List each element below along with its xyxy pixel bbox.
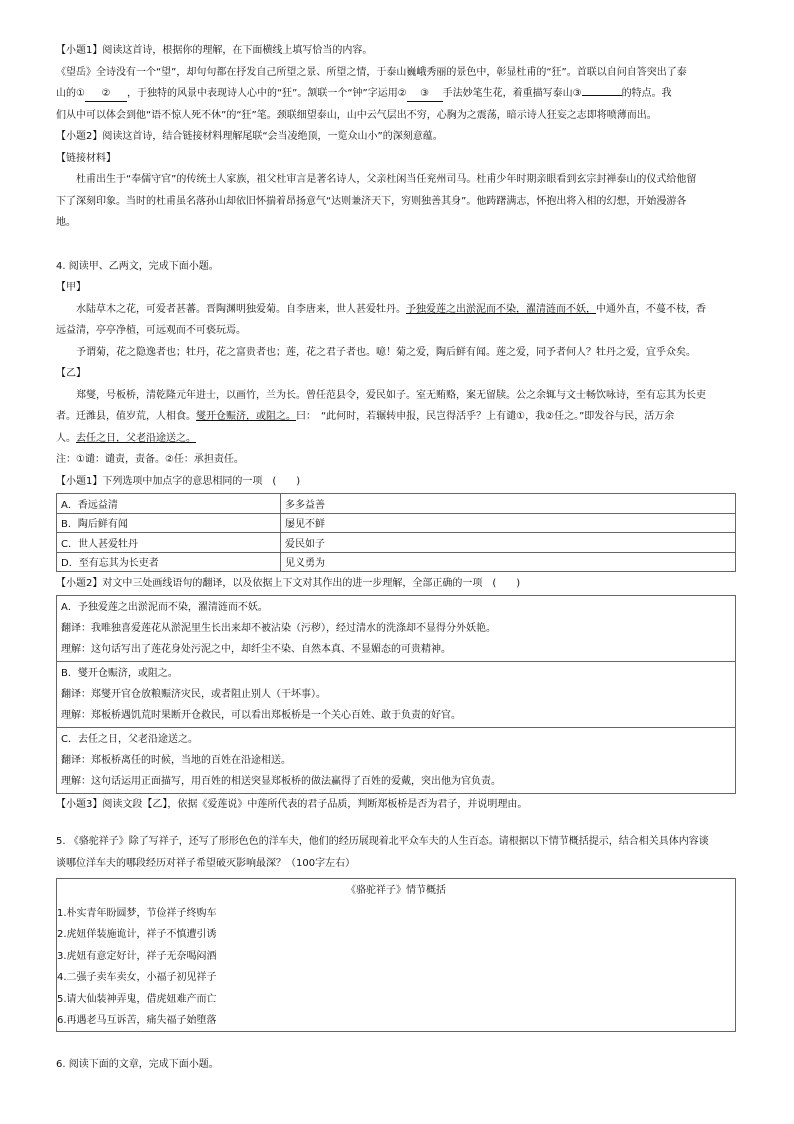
q4-jia-p2: 予谓菊，花之隐逸者也；牡丹，花之富贵者也；莲，花之君子者也。噫！菊之爱，陶后鲜有闻。莲之爱，同予者何人？牡丹之爱，宜乎众矣。 — [76, 346, 696, 358]
q3-para-line3: 们从中可以体会到他“语不惊人死不休”的“狂”笔。颈联细望泰山，山中云气层出不穷，心胸为之震荡，暗示诗人狂妄之志即将喷薄而出。 — [56, 109, 657, 121]
option-a-left: A．香远益清 — [57, 494, 281, 514]
exam-page — [56, 40, 738, 1076]
q3-text-c: 手法妙笔生花，着重描写泰山③ — [442, 88, 582, 99]
choice-b-understanding: 理解：郑板桥遇饥荒时果断开仓救民，可以看出郑板桥是一个关心百姓、敢于负责的好官。 — [61, 709, 461, 721]
q4-yi-line1: 郑燮，号板桥，清乾隆元年进士，以画竹，兰为长。曾任范县令，爱民如子。室无贿赂，案无留牍。公之余辄与文士畅饮咏诗，至有忘其为长吏 — [76, 389, 706, 401]
q4-sub2 — [56, 573, 738, 595]
yi-underlined-sentence-2: 去任之日，父老沿途送之。 — [76, 432, 196, 444]
q5-line1: 5. 《骆驼祥子》除了写祥子，还写了形形色色的洋车夫，他们的经历展现着北平众车夫的人生百态。请根据以下情节概括提示，结合相关具体内容谈 — [56, 836, 709, 847]
q4-title: 4. 阅读甲、乙两文，完成下面小题。 — [56, 260, 219, 272]
q3-text-b: ，于独特的风景中表现诗人心中的“狂”。颔联一个“钟”字运用② — [126, 88, 407, 99]
plot-summary-table — [56, 878, 736, 1032]
option-row[interactable] — [57, 513, 736, 533]
option-a-right: 多多益善 — [281, 494, 736, 514]
option-b-right: 屡见不鲜 — [281, 513, 736, 533]
q4-sub2-choices — [56, 595, 736, 794]
q3-text-d: 的特点。我 — [621, 88, 672, 99]
q4-yi-label: 【乙】 — [56, 368, 86, 379]
q3-sub2-label: 【小题2】 — [56, 131, 103, 142]
q6-title: 6. 阅读下面的文章，完成下面小题。 — [56, 1059, 219, 1071]
plot-item: 6.再遇老马互诉苦，痛失福子始堕落 — [57, 1015, 217, 1027]
q3-sub1-label: 【小题1】 — [56, 45, 103, 56]
plot-item: 3.虎妞有意定好计，祥子无奈喝闷酒 — [57, 950, 217, 962]
option-c-left: C．世人甚爱牡丹 — [57, 533, 281, 553]
q4-sub1-options-table — [56, 493, 736, 572]
link-material-line3: 地。 — [56, 217, 76, 228]
q4-jia-p1-line2: 远益清，亭亭净植，可远观而不可亵玩焉。 — [56, 325, 246, 336]
q3-sub1-text: 阅读这首诗，根据你的理解，在下面横线上填写恰当的内容。 — [102, 45, 373, 56]
plot-item: 2.虎妞佯装施诡计，祥子不慎遭引诱 — [57, 929, 217, 941]
answer-blank-2[interactable]: ③ — [407, 87, 443, 102]
answer-blank-3[interactable] — [582, 95, 622, 96]
choice-c-head: C．去任之日，父老沿途送之。 — [61, 733, 198, 745]
yi-underlined-sentence-1: 燮开仓赈济，或阻之。 — [196, 411, 296, 422]
q4-sub1-text: 下列选项中加点字的意思相同的一项 ( ) — [102, 475, 301, 487]
option-row[interactable] — [57, 533, 736, 553]
q5-line2: 谈哪位洋车夫的哪段经历对祥子希望破灭影响最深？（100字左右） — [56, 857, 356, 869]
q3-sub2 — [56, 126, 738, 148]
jia-text-b: 中通外直，不蔓不枝，香 — [596, 303, 706, 315]
option-b-left: B．陶后鲜有闻 — [57, 513, 281, 533]
q4-note: 注：①谴：谴责，责备。②任：承担责任。 — [56, 454, 244, 465]
choice-b[interactable] — [57, 662, 735, 728]
option-d-left: D．至有忘其为长吏者 — [57, 552, 281, 572]
plot-item: 4.二强子卖车卖女，小福子初见祥子 — [57, 972, 217, 984]
q3-para-line1: 《望岳》全诗没有一个“望”，却句句都在抒发自己所望之景、所望之情，于泰山巍峨秀丽的景色中，彰显杜甫的“狂”。首联以自问自答突出了泰 — [56, 66, 687, 78]
q4-jia-p1 — [56, 299, 738, 321]
q4-sub1 — [56, 471, 738, 493]
q3-sub2-text: 阅读这首诗，结合链接材料理解尾联“会当凌绝顶，一览众山小”的深刻意蕴。 — [102, 131, 443, 142]
q4-sub2-label: 【小题2】 — [56, 578, 103, 589]
link-material-line1: 杜甫出生于“奉儒守官”的传统士人家族，祖父杜审言是著名诗人，父亲杜闲当任兖州司马。杜甫少年时期亲眼看到玄宗封禅泰山的仪式给他留 — [76, 174, 697, 185]
yi-text-c: 人。 — [56, 432, 76, 444]
q4-yi-line2 — [56, 406, 738, 428]
q4-sub3-label: 【小题3】 — [56, 798, 103, 810]
answer-blank-1[interactable]: ② — [85, 87, 127, 102]
plot-item: 1.朴实青年盼圆梦，节俭祥子终购车 — [57, 908, 217, 919]
plot-item: 5.请大仙装神弄鬼，借虎妞难产而亡 — [57, 993, 217, 1005]
q3-sub1 — [56, 40, 738, 62]
option-row[interactable] — [57, 494, 736, 514]
choice-b-head: B．燮开仓赈济，或阻之。 — [61, 667, 178, 679]
yi-text-a: 者。迁潍县，值岁荒，人相食。 — [56, 411, 196, 422]
q4-sub1-label: 【小题1】 — [56, 475, 103, 487]
q4-sub2-text: 对文中三处画线语句的翻译，以及依据上下文对其作出的进一步理解，全部正确的一项 ( ) — [102, 578, 521, 589]
choice-b-translation: 翻译：郑燮开官仓放粮赈济灾民，或者阻止别人（干坏事）。 — [61, 688, 326, 700]
link-material-line2: 下了深刻印象。当时的杜甫虽名落孙山却依旧怀揣着昂扬意气“达则兼济天下，穷则独善其身”。他踌躇满志，怀抱出将入相的幻想，开始漫游各 — [56, 195, 687, 207]
choice-a-head: A．予独爱莲之出淤泥而不染，濯清涟而不妖。 — [61, 601, 268, 613]
jia-underlined-sentence: 予独爱莲之出淤泥而不染，濯清涟而不妖， — [406, 303, 596, 315]
plot-table-title: 《骆驼祥子》情节概括 — [346, 885, 446, 896]
q3-text-a: 山的① — [56, 88, 85, 99]
jia-text-a: 水陆草木之花，可爱者甚蕃。晋陶渊明独爱菊。自李唐来，世人甚爱牡丹。 — [76, 303, 406, 315]
choice-a-understanding: 理解：这句话写出了莲花身处污泥之中，却纤尘不染、自然本真、不显媚态的可贵精神。 — [61, 643, 451, 655]
option-c-right: 爱民如子 — [281, 533, 736, 553]
q4-yi-line3 — [56, 428, 738, 450]
choice-a-translation: 翻译：我唯独喜爱莲花从淤泥里生长出来却不被沾染（污秽），经过清水的洗涤却不显得分外妖艳。 — [61, 622, 496, 634]
option-d-right: 见义勇为 — [281, 552, 736, 572]
q3-para-line2 — [56, 83, 738, 105]
q4-sub3-text: 阅读文段【乙】，依据《爱莲说》中莲所代表的君子品质，判断郑板桥是否为君子，并说明理由。 — [102, 798, 528, 810]
q4-jia-label: 【甲】 — [56, 282, 86, 293]
q4-sub3 — [56, 794, 738, 816]
link-material-title: 【链接材料】 — [56, 152, 116, 164]
choice-a[interactable] — [57, 596, 735, 662]
yi-text-b: 曰： “此何时，若辗转申报，民岂得活乎？上有谴①，我②任之。”即发谷与民，活万余 — [296, 411, 675, 422]
choice-c-understanding: 理解：这句话运用正面描写，用百姓的相送突显郑板桥的做法赢得了百姓的爱戴，突出他为官负责。 — [61, 775, 501, 787]
choice-c[interactable] — [57, 728, 735, 793]
option-row[interactable] — [57, 552, 736, 572]
choice-c-translation: 翻译：郑板桥离任的时候，当地的百姓在沿途相送。 — [61, 754, 291, 766]
